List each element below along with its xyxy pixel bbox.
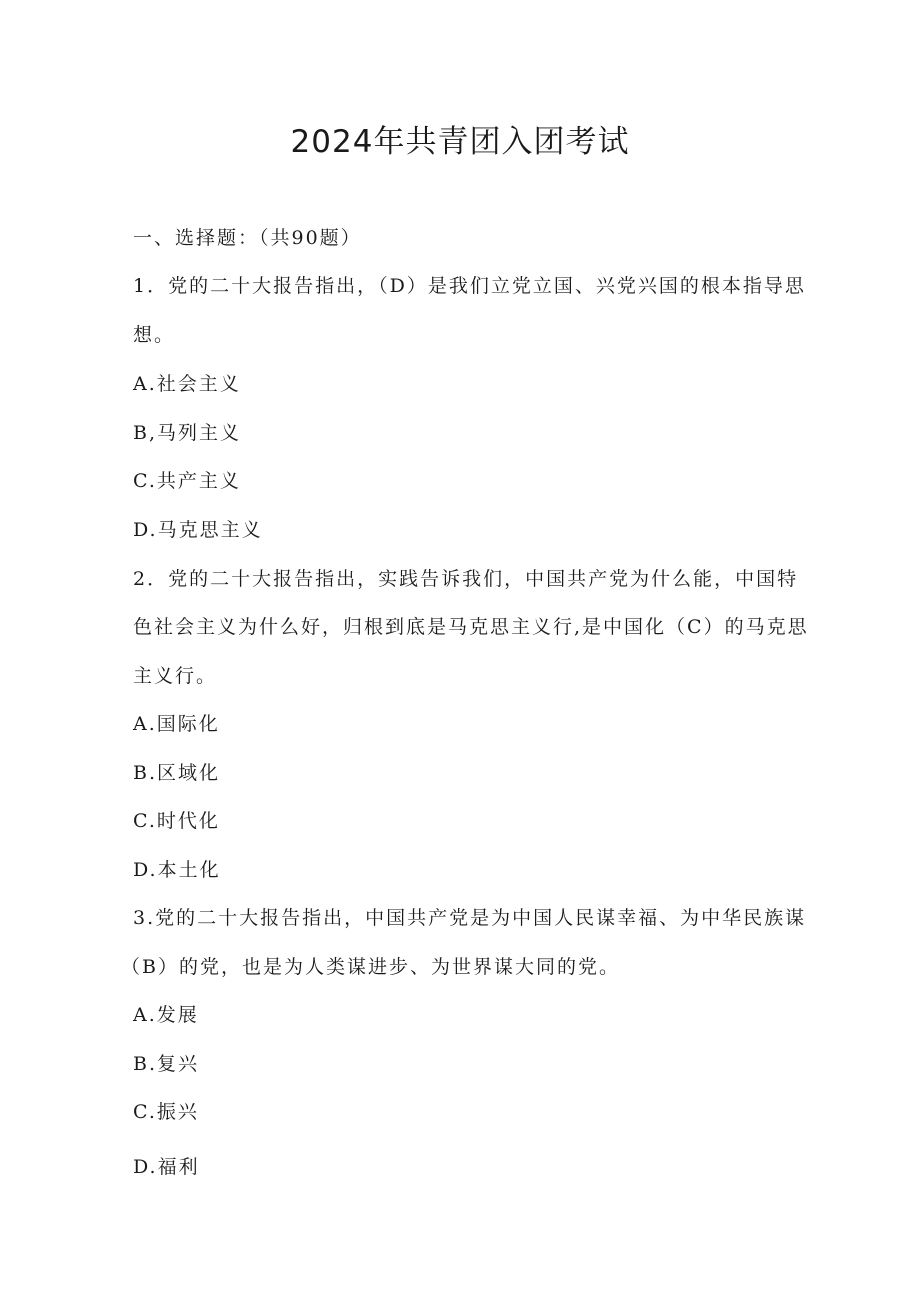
question-2-option-c: C.时代化	[133, 810, 220, 832]
question-2-option-a: A.国际化	[133, 713, 220, 735]
question-3-text-line-2: （B）的党，也是为人类谋进步、为世界谋大同的党。	[121, 956, 620, 978]
question-3-option-b: B.复兴	[133, 1053, 200, 1075]
question-1-text-line-2: 想。	[133, 324, 176, 346]
question-3-text-line-1: 3.党的二十大报告指出，中国共产党是为中国人民谋幸福、为中华民族谋	[133, 907, 807, 929]
question-2-text-line-2: 色社会主义为什么好，归根到底是马克思主义行,是中国化（C）的马克思	[133, 616, 809, 638]
question-3-option-d: D.福利	[133, 1156, 200, 1178]
question-3-option-c: C.振兴	[133, 1101, 199, 1123]
section-heading: 一、选择题：（共90题）	[133, 227, 362, 249]
question-3-option-a: A.发展	[133, 1004, 199, 1026]
question-1-option-c: C.共产主义	[133, 470, 241, 492]
document-title: 2024年共青团入团考试	[290, 124, 630, 160]
question-1-text-line-1: 1．党的二十大报告指出，（D）是我们立党立国、兴党兴国的根本指导思	[133, 275, 806, 297]
question-1-option-a: A.社会主义	[133, 373, 241, 395]
question-2-text-line-3: 主义行。	[133, 665, 218, 687]
question-1-option-b: B,马列主义	[133, 422, 242, 444]
question-2-option-d: D.本土化	[133, 859, 221, 881]
question-1-option-d: D.马克思主义	[133, 519, 263, 541]
question-2-text-line-1: 2．党的二十大报告指出，实践告诉我们，中国共产党为什么能，中国特	[133, 568, 799, 590]
question-2-option-b: B.区域化	[133, 762, 221, 784]
